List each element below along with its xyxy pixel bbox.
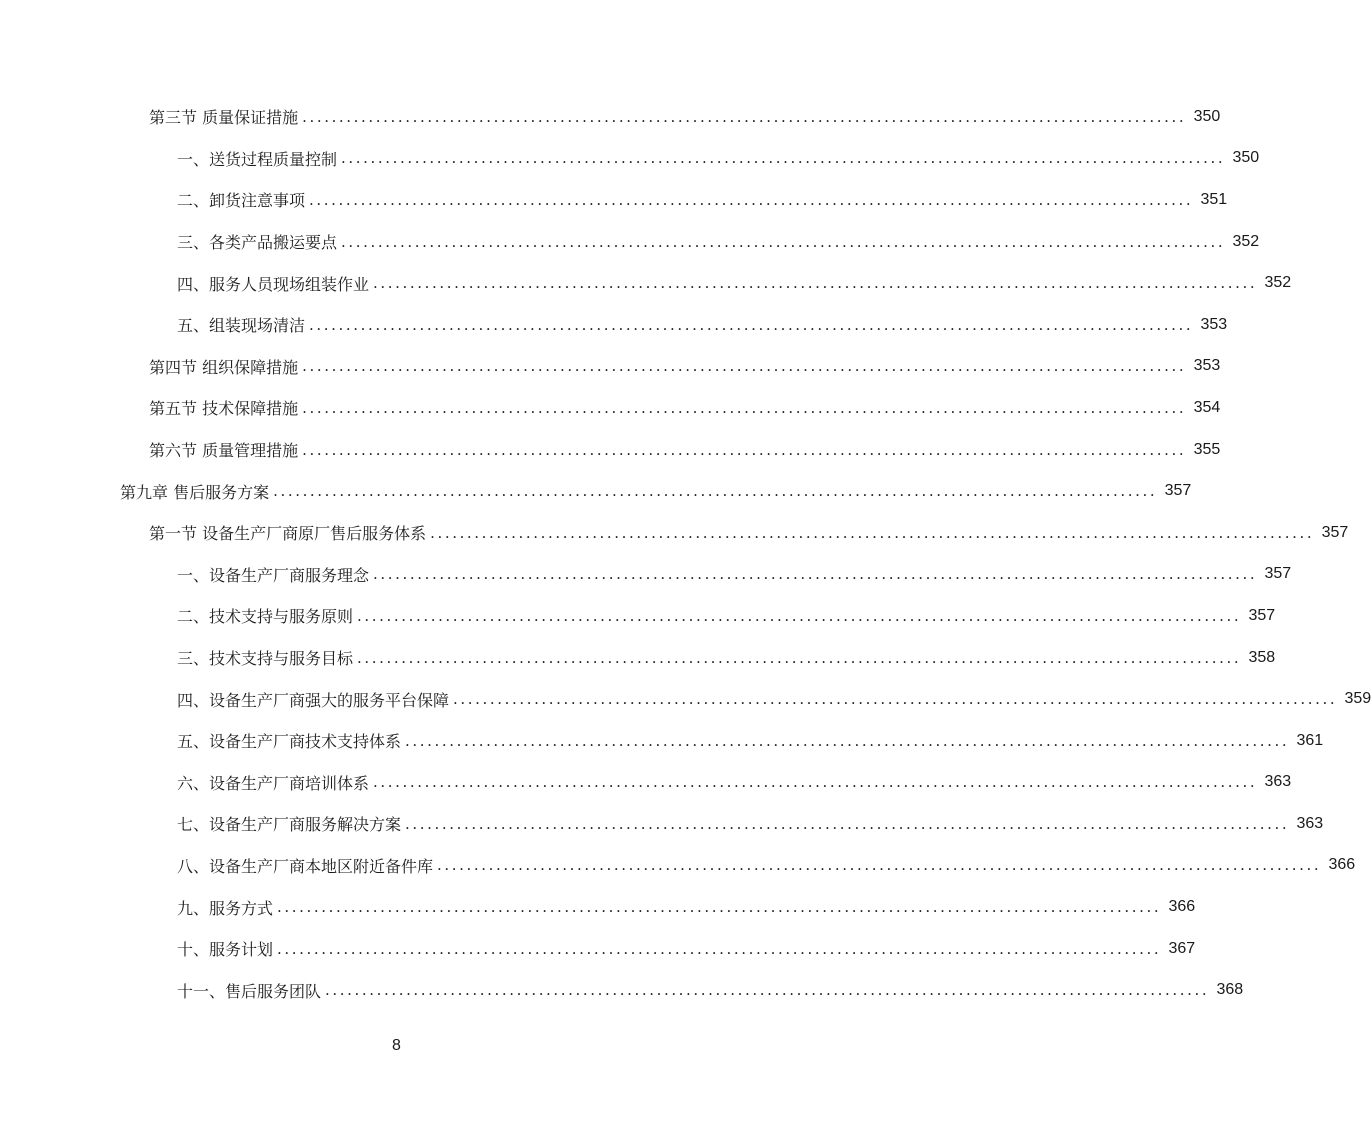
- toc-entry-page: 359: [1344, 690, 1371, 708]
- toc-entry-title: 一、设备生产厂商服务理念: [177, 565, 370, 585]
- toc-entry[interactable]: [0, 554, 1292, 596]
- toc-entry-page: 363: [1296, 814, 1324, 832]
- toc-entry-title: 第四节 组织保障措施: [149, 357, 299, 377]
- dot-leader: ........................................................................................................................: [405, 731, 1290, 750]
- dot-leader: ........................................................................................................................: [357, 606, 1242, 625]
- toc-entry-title: 十、服务计划: [177, 940, 274, 960]
- toc-entry-page: 366: [1328, 856, 1356, 874]
- toc-entry-title: 第一节 设备生产厂商原厂售后服务体系: [149, 524, 427, 544]
- dot-leader: ........................................................................................................................: [430, 523, 1315, 542]
- toc-entry[interactable]: [0, 845, 1356, 887]
- dot-leader: ........................................................................................................................: [273, 482, 1158, 501]
- dot-leader: ........................................................................................................................: [341, 149, 1226, 168]
- toc-entry-title: 五、设备生产厂商技术支持体系: [177, 732, 402, 752]
- toc-entry-page: 357: [1264, 565, 1292, 583]
- dot-leader: ........................................................................................................................: [405, 814, 1290, 833]
- toc-entry[interactable]: [0, 595, 1276, 637]
- toc-entry[interactable]: [0, 969, 1244, 1011]
- toc-entry-title: 二、技术支持与服务原则: [177, 607, 354, 627]
- toc-entry[interactable]: [0, 470, 1192, 512]
- toc-entry[interactable]: [0, 262, 1292, 304]
- toc-entry[interactable]: [0, 637, 1276, 679]
- toc-entry[interactable]: [0, 221, 1260, 263]
- toc-entry[interactable]: [0, 96, 1221, 138]
- toc-entry-page: 352: [1232, 232, 1260, 250]
- toc-entry-page: 352: [1264, 274, 1292, 292]
- dot-leader: ........................................................................................................................: [302, 107, 1187, 126]
- dot-leader: ........................................................................................................................: [341, 232, 1226, 251]
- toc-entry-page: 350: [1232, 149, 1260, 167]
- toc-entry-title: 六、设备生产厂商培训体系: [177, 773, 370, 793]
- toc-entry-page: 357: [1248, 606, 1276, 624]
- toc-entry-title: 九、服务方式: [177, 898, 274, 918]
- toc-entry-title: 七、设备生产厂商服务解决方案: [177, 815, 402, 835]
- toc-entry-page: 351: [1200, 190, 1228, 208]
- toc-entry[interactable]: [0, 678, 1371, 720]
- toc-entry-page: 357: [1321, 523, 1349, 541]
- toc-entry-title: 三、技术支持与服务目标: [177, 649, 354, 669]
- toc-entry-title: 第九章 售后服务方案: [120, 482, 270, 502]
- dot-leader: ........................................................................................................................: [373, 773, 1258, 792]
- toc-entry-page: 354: [1193, 398, 1221, 416]
- toc-entry[interactable]: [0, 803, 1324, 845]
- toc-entry-title: 一、送货过程质量控制: [177, 149, 338, 169]
- toc-entry-page: 358: [1248, 648, 1276, 666]
- toc-entry[interactable]: [0, 762, 1292, 804]
- toc-entry-page: 361: [1296, 731, 1324, 749]
- toc-entry-title: 四、服务人员现场组装作业: [177, 274, 370, 294]
- toc-entry-title: 十一、售后服务团队: [177, 981, 322, 1001]
- dot-leader: ........................................................................................................................: [302, 440, 1187, 459]
- toc-entry[interactable]: [0, 512, 1349, 554]
- toc-entry-title: 第五节 技术保障措施: [149, 399, 299, 419]
- toc-entry-page: 367: [1168, 939, 1196, 957]
- toc-entry[interactable]: [0, 720, 1324, 762]
- toc-entry[interactable]: [0, 304, 1228, 346]
- toc-entry[interactable]: [0, 886, 1196, 928]
- dot-leader: ........................................................................................................................: [373, 565, 1258, 584]
- dot-leader: ........................................................................................................................: [373, 274, 1258, 293]
- dot-leader: ........................................................................................................................: [325, 981, 1210, 1000]
- dot-leader: ........................................................................................................................: [302, 357, 1187, 376]
- toc-entry-page: 368: [1216, 981, 1244, 999]
- toc-entry-title: 三、各类产品搬运要点: [177, 233, 338, 253]
- toc-entry-page: 353: [1200, 315, 1228, 333]
- toc-entry-page: 366: [1168, 898, 1196, 916]
- toc-entry-page: 353: [1193, 357, 1221, 375]
- dot-leader: ........................................................................................................................: [357, 648, 1242, 667]
- toc-entry[interactable]: [0, 429, 1221, 471]
- toc-entry-title: 第六节 质量管理措施: [149, 441, 299, 461]
- toc-entry-title: 四、设备生产厂商强大的服务平台保障: [177, 690, 450, 710]
- toc-entry[interactable]: [0, 138, 1260, 180]
- dot-leader: ........................................................................................................................: [302, 398, 1187, 417]
- toc-entry[interactable]: [0, 387, 1221, 429]
- toc-entry-title: 二、卸货注意事项: [177, 191, 306, 211]
- toc-entry-title: 第三节 质量保证措施: [149, 108, 299, 128]
- toc-entry-page: 350: [1193, 107, 1221, 125]
- toc-entry-page: 363: [1264, 773, 1292, 791]
- table-of-contents: [0, 96, 1371, 1011]
- dot-leader: ........................................................................................................................: [277, 898, 1162, 917]
- toc-entry-page: 355: [1193, 440, 1221, 458]
- dot-leader: ........................................................................................................................: [309, 315, 1194, 334]
- toc-entry-title: 五、组装现场清洁: [177, 316, 306, 336]
- toc-entry-title: 八、设备生产厂商本地区附近备件库: [177, 856, 434, 876]
- dot-leader: ........................................................................................................................: [453, 690, 1338, 709]
- toc-entry[interactable]: [0, 928, 1196, 970]
- toc-entry[interactable]: [0, 179, 1228, 221]
- page-number: 8: [392, 1037, 401, 1054]
- dot-leader: ........................................................................................................................: [437, 856, 1322, 875]
- dot-leader: ........................................................................................................................: [277, 939, 1162, 958]
- toc-entry[interactable]: [0, 346, 1221, 388]
- toc-entry-page: 357: [1164, 482, 1192, 500]
- dot-leader: ........................................................................................................................: [309, 190, 1194, 209]
